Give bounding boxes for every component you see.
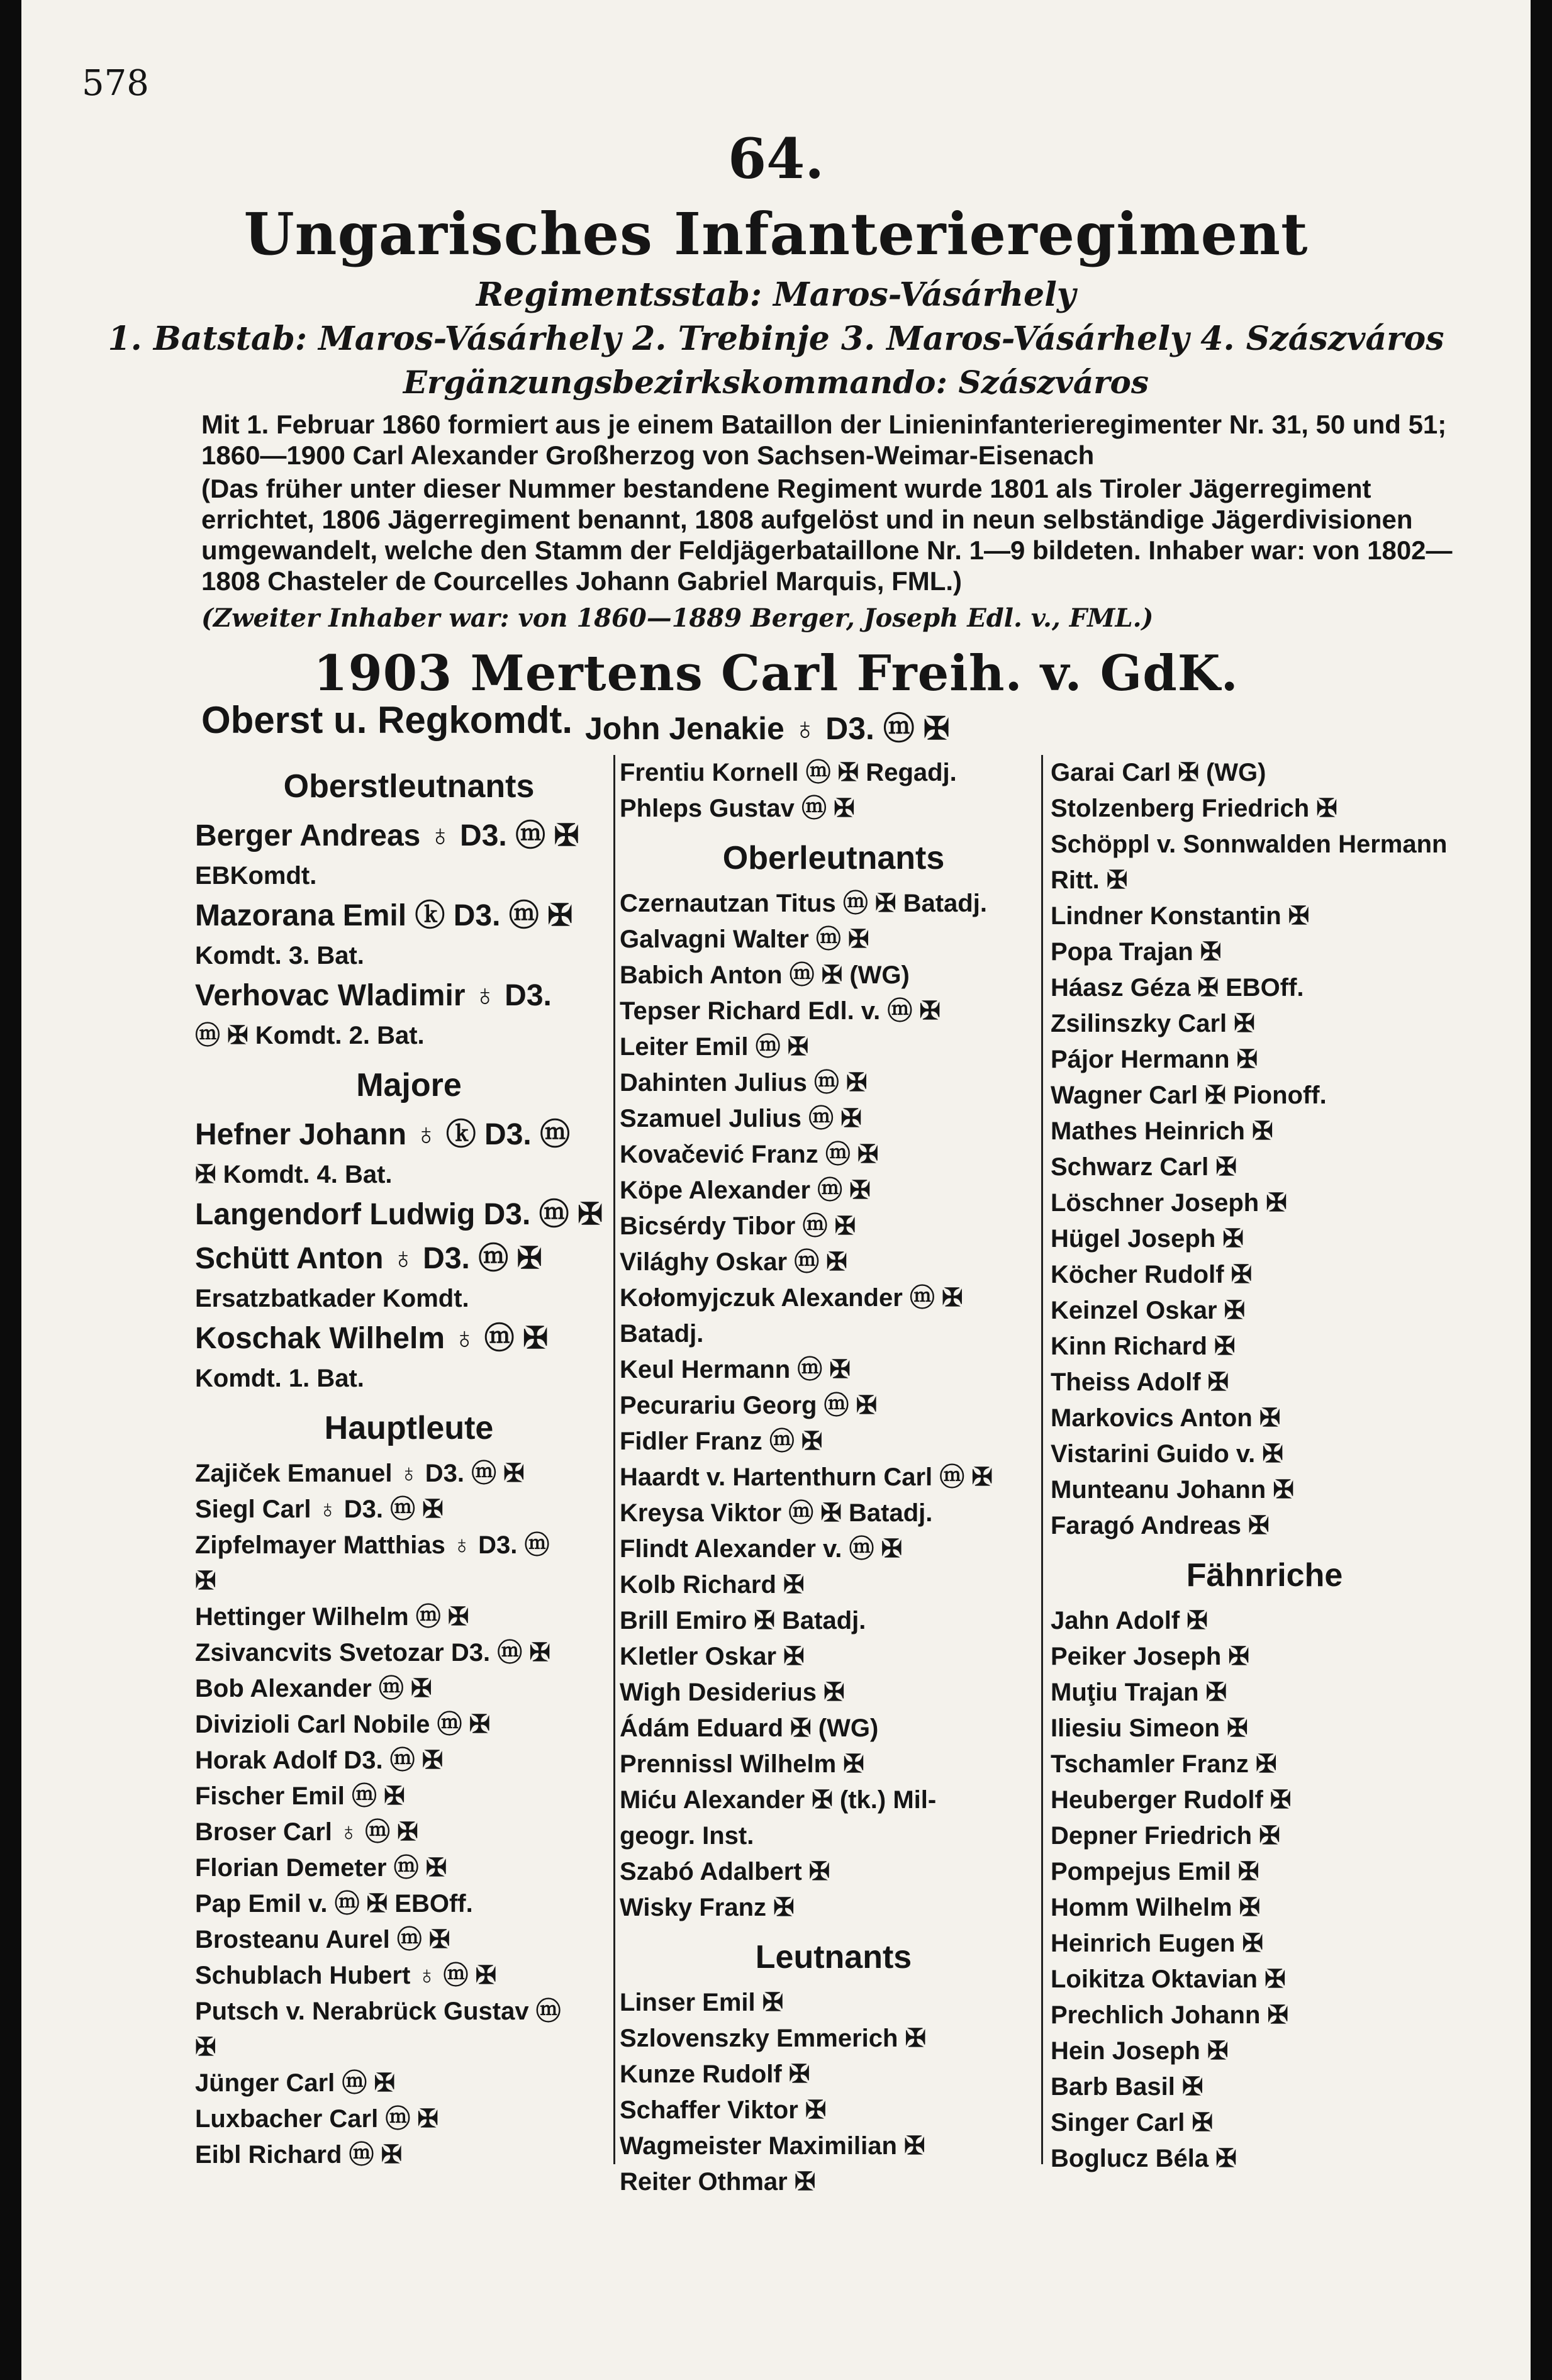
list-item: Komdt. 3. Bat. bbox=[195, 942, 364, 969]
list-item: Eibl Richard ⓜ ✠ bbox=[195, 2141, 403, 2169]
list-item: Wigh Desiderius ✠ bbox=[620, 1679, 845, 1706]
battalion-stations: 1. Batstab: Maros-Vásárhely 2. Trebinje 3. Maros-Vásárhely 4. Szászváros bbox=[108, 320, 1444, 358]
list-item: Jahn Adolf ✠ bbox=[1051, 1607, 1208, 1634]
second-owner-note: (Zweiter Inhaber war: von 1860—1889 Berger, Joseph Edl. v., FML.) bbox=[201, 603, 1154, 633]
list-item: Frentiu Kornell ⓜ ✠ Regadj. bbox=[620, 759, 957, 786]
list-item: Divizioli Carl Nobile ⓜ ✠ bbox=[195, 1711, 491, 1738]
list-item: Háasz Géza ✠ EBOff. bbox=[1051, 974, 1304, 1002]
list-item: Köcher Rudolf ✠ bbox=[1051, 1261, 1253, 1288]
list-item: Horak Adolf D3. ⓜ ✠ bbox=[195, 1746, 444, 1774]
roster-column-2 bbox=[620, 755, 1047, 2200]
section-heading: Fähnriche bbox=[1186, 1557, 1343, 1594]
list-item: Ersatzbatkader Komdt. bbox=[195, 1285, 469, 1312]
list-item: Wagmeister Maximilian ✠ bbox=[620, 2132, 925, 2160]
list-item: Tepser Richard Edl. v. ⓜ ✠ bbox=[620, 997, 941, 1025]
list-item: Schaffer Viktor ✠ bbox=[620, 2096, 827, 2124]
list-item: Pap Emil v. ⓜ ✠ EBOff. bbox=[195, 1890, 473, 1918]
list-item: Loikitza Oktavian ✠ bbox=[1051, 1965, 1286, 1993]
list-item: Ádám Eduard ✠ (WG) bbox=[620, 1714, 879, 1742]
list-item: Keinzel Oskar ✠ bbox=[1051, 1297, 1246, 1324]
list-item: Schöppl v. Sonnwalden Hermann bbox=[1051, 830, 1448, 858]
list-item: Florian Demeter ⓜ ✠ bbox=[195, 1854, 447, 1882]
list-item: Szabó Adalbert ✠ bbox=[620, 1858, 830, 1886]
regiment-owner: 1903 Mertens Carl Freih. v. GdK. bbox=[313, 645, 1239, 702]
list-item: Babich Anton ⓜ ✠ (WG) bbox=[620, 961, 910, 989]
list-item: Markovics Anton ✠ bbox=[1051, 1404, 1281, 1432]
list-item: Heinrich Eugen ✠ bbox=[1051, 1930, 1264, 1957]
regiment-staff: Regimentsstab: Maros-Vásárhely bbox=[476, 276, 1076, 314]
list-item: Köpe Alexander ⓜ ✠ bbox=[620, 1176, 871, 1204]
list-item: Boglucz Béla ✠ bbox=[1051, 2145, 1237, 2172]
list-item: Wagner Carl ✠ Pionoff. bbox=[1051, 1081, 1327, 1109]
list-item: Czernautzan Titus ⓜ ✠ Batadj. bbox=[620, 890, 987, 917]
roster-column-1 bbox=[195, 755, 623, 2173]
list-item: Berger Andreas ♁ D3. ⓜ ✠ bbox=[195, 819, 579, 852]
list-item: Löschner Joseph ✠ bbox=[1051, 1189, 1287, 1217]
list-item: Fidler Franz ⓜ ✠ bbox=[620, 1427, 823, 1455]
list-item: Phleps Gustav ⓜ ✠ bbox=[620, 795, 855, 822]
list-item: Galvagni Walter ⓜ ✠ bbox=[620, 925, 869, 953]
list-item: Theiss Adolf ✠ bbox=[1051, 1368, 1229, 1396]
list-item: Leiter Emil ⓜ ✠ bbox=[620, 1033, 809, 1061]
list-item: Kreysa Viktor ⓜ ✠ Batadj. bbox=[620, 1499, 933, 1527]
list-item: Kletler Oskar ✠ bbox=[620, 1643, 805, 1670]
formation-history: Mit 1. Februar 1860 formiert aus je einem Bataillon der Linieninfanterieregimenter Nr. 31, 50 und 51; 1860—1900 Carl Alexander Großherzog von Sachsen-Weimar-Eisenach bbox=[201, 410, 1447, 471]
list-item: Hügel Joseph ✠ bbox=[1051, 1225, 1244, 1253]
list-item: Prennissl Wilhelm ✠ bbox=[620, 1750, 864, 1778]
roster-column-3 bbox=[1051, 755, 1478, 2177]
list-item: Peiker Joseph ✠ bbox=[1051, 1643, 1249, 1670]
list-item: Zipfelmayer Matthias ♁ D3. ⓜ bbox=[195, 1531, 550, 1559]
list-item: Luxbacher Carl ⓜ ✠ bbox=[195, 2105, 438, 2133]
list-item: Zsivancvits Svetozar D3. ⓜ ✠ bbox=[195, 1639, 550, 1667]
list-item: Vistarini Guido v. ✠ bbox=[1051, 1440, 1283, 1468]
list-item: Kunze Rudolf ✠ bbox=[620, 2060, 810, 2088]
list-item: Lindner Konstantin ✠ bbox=[1051, 902, 1310, 930]
list-item: Broser Carl ♁ ⓜ ✠ bbox=[195, 1818, 418, 1846]
list-item: Brill Emiro ✠ Batadj. bbox=[620, 1607, 866, 1634]
list-item: ✠ bbox=[195, 2033, 216, 2061]
list-item: Barb Basil ✠ bbox=[1051, 2073, 1203, 2101]
list-item: Tschamler Franz ✠ bbox=[1051, 1750, 1277, 1778]
list-item: Zajiček Emanuel ♁ D3. ⓜ ✠ bbox=[195, 1460, 525, 1487]
section-heading: Leutnants bbox=[755, 1939, 912, 1975]
list-item: Szamuel Julius ⓜ ✠ bbox=[620, 1105, 862, 1132]
list-item: ✠ bbox=[195, 1567, 216, 1595]
list-item: Reiter Othmar ✠ bbox=[620, 2168, 816, 2196]
former-regiment-note: (Das früher unter dieser Nummer bestandene Regiment wurde 1801 als Tiroler Jägerregiment errichtet, 1806 Jägerregiment benannt, 1808 aufgelöst und in neun selbständige Jägerdivisionen umgewandelt, welche den Stamm der Feldjägerbataillone Nr. 1—9 bildeten. Inhaber war: von 1802—1808 Chasteler de Courcelles Johann Gabriel Marquis, FML.) bbox=[201, 474, 1453, 596]
list-item: Popa Trajan ✠ bbox=[1051, 938, 1222, 966]
list-item: Pompejus Emil ✠ bbox=[1051, 1858, 1259, 1886]
list-item: Faragó Andreas ✠ bbox=[1051, 1512, 1270, 1539]
list-item: Dahinten Julius ⓜ ✠ bbox=[620, 1069, 868, 1097]
list-item: ⓜ ✠ Komdt. 2. Bat. bbox=[195, 1022, 425, 1049]
list-item: Verhovac Wladimir ♁ D3. bbox=[195, 979, 552, 1012]
list-item: Depner Friedrich ✠ bbox=[1051, 1822, 1280, 1850]
list-item: Putsch v. Nerabrück Gustav ⓜ bbox=[195, 1997, 561, 2025]
list-item: Singer Carl ✠ bbox=[1051, 2109, 1214, 2137]
list-item: Schwarz Carl ✠ bbox=[1051, 1153, 1237, 1181]
list-item: Batadj. bbox=[620, 1320, 704, 1348]
list-item: Mathes Heinrich ✠ bbox=[1051, 1117, 1273, 1145]
list-item: Kinn Richard ✠ bbox=[1051, 1332, 1236, 1360]
list-item: Muţiu Trajan ✠ bbox=[1051, 1679, 1227, 1706]
section-heading: Oberleutnants bbox=[722, 840, 945, 876]
section-heading: Oberstleutnants bbox=[283, 768, 535, 805]
list-item: Schütt Anton ♁ D3. ⓜ ✠ bbox=[195, 1242, 542, 1275]
list-item: Ritt. ✠ bbox=[1051, 866, 1128, 894]
list-item: Mazorana Emil ⓚ D3. ⓜ ✠ bbox=[195, 899, 573, 932]
list-item: Schublach Hubert ♁ ⓜ ✠ bbox=[195, 1962, 497, 1989]
list-item: Stolzenberg Friedrich ✠ bbox=[1051, 795, 1337, 822]
list-item: Fischer Emil ⓜ ✠ bbox=[195, 1782, 405, 1810]
list-item: Homm Wilhelm ✠ bbox=[1051, 1894, 1261, 1921]
list-item: Miću Alexander ✠ (tk.) Mil- bbox=[620, 1786, 937, 1814]
list-item: Garai Carl ✠ (WG) bbox=[1051, 759, 1266, 786]
list-item: Haardt v. Hartenthurn Carl ⓜ ✠ bbox=[620, 1463, 993, 1491]
list-item: Kolb Richard ✠ bbox=[620, 1571, 805, 1599]
list-item: Hettinger Wilhelm ⓜ ✠ bbox=[195, 1603, 469, 1631]
list-item: Heuberger Rudolf ✠ bbox=[1051, 1786, 1292, 1814]
list-item: Siegl Carl ♁ D3. ⓜ ✠ bbox=[195, 1495, 444, 1523]
commander-label: Oberst u. Regkomdt. bbox=[201, 699, 573, 741]
list-item: geogr. Inst. bbox=[620, 1822, 754, 1850]
list-item: Langendorf Ludwig D3. ⓜ ✠ bbox=[195, 1198, 603, 1231]
list-item: Iliesiu Simeon ✠ bbox=[1051, 1714, 1248, 1742]
regiment-number: 64. bbox=[727, 126, 825, 191]
list-item: Linser Emil ✠ bbox=[620, 1989, 784, 2016]
regiment-title: Ungarisches Infanterieregiment bbox=[243, 200, 1309, 268]
list-item: Jünger Carl ⓜ ✠ bbox=[195, 2069, 396, 2097]
list-item: Hefner Johann ♁ ⓚ D3. ⓜ bbox=[195, 1118, 571, 1151]
list-item: Flindt Alexander v. ⓜ ✠ bbox=[620, 1535, 903, 1563]
list-item: Koschak Wilhelm ♁ ⓜ ✠ bbox=[195, 1322, 549, 1355]
list-item: Hein Joseph ✠ bbox=[1051, 2037, 1229, 2065]
section-heading: Hauptleute bbox=[324, 1410, 494, 1446]
list-item: Világhy Oskar ⓜ ✠ bbox=[620, 1248, 847, 1276]
list-item: Prechlich Johann ✠ bbox=[1051, 2001, 1289, 2029]
recruitment-district: Ergänzungsbezirkskommando: Szászváros bbox=[403, 364, 1149, 401]
list-item: Bicsérdy Tibor ⓜ ✠ bbox=[620, 1212, 856, 1240]
page-number: 578 bbox=[82, 63, 149, 104]
list-item: Wisky Franz ✠ bbox=[620, 1894, 795, 1921]
list-item: Komdt. 1. Bat. bbox=[195, 1365, 364, 1392]
commander-value: John Jenakie ♁ D3. ⓜ ✠ bbox=[585, 711, 950, 746]
list-item: Munteanu Johann ✠ bbox=[1051, 1476, 1294, 1504]
list-item: Pecurariu Georg ⓜ ✠ bbox=[620, 1392, 878, 1419]
section-heading: Majore bbox=[356, 1067, 462, 1103]
list-item: Kovačević Franz ⓜ ✠ bbox=[620, 1141, 879, 1168]
list-item: Pájor Hermann ✠ bbox=[1051, 1046, 1258, 1073]
list-item: Kołomyjczuk Alexander ⓜ ✠ bbox=[620, 1284, 963, 1312]
list-item: Brosteanu Aurel ⓜ ✠ bbox=[195, 1926, 450, 1953]
list-item: Szlovenszky Emmerich ✠ bbox=[620, 2025, 927, 2052]
list-item: EBKomdt. bbox=[195, 862, 317, 890]
list-item: Keul Hermann ⓜ ✠ bbox=[620, 1356, 851, 1383]
list-item: Zsilinszky Carl ✠ bbox=[1051, 1010, 1255, 1037]
list-item: ✠ Komdt. 4. Bat. bbox=[195, 1161, 393, 1188]
list-item: Bob Alexander ⓜ ✠ bbox=[195, 1675, 432, 1702]
